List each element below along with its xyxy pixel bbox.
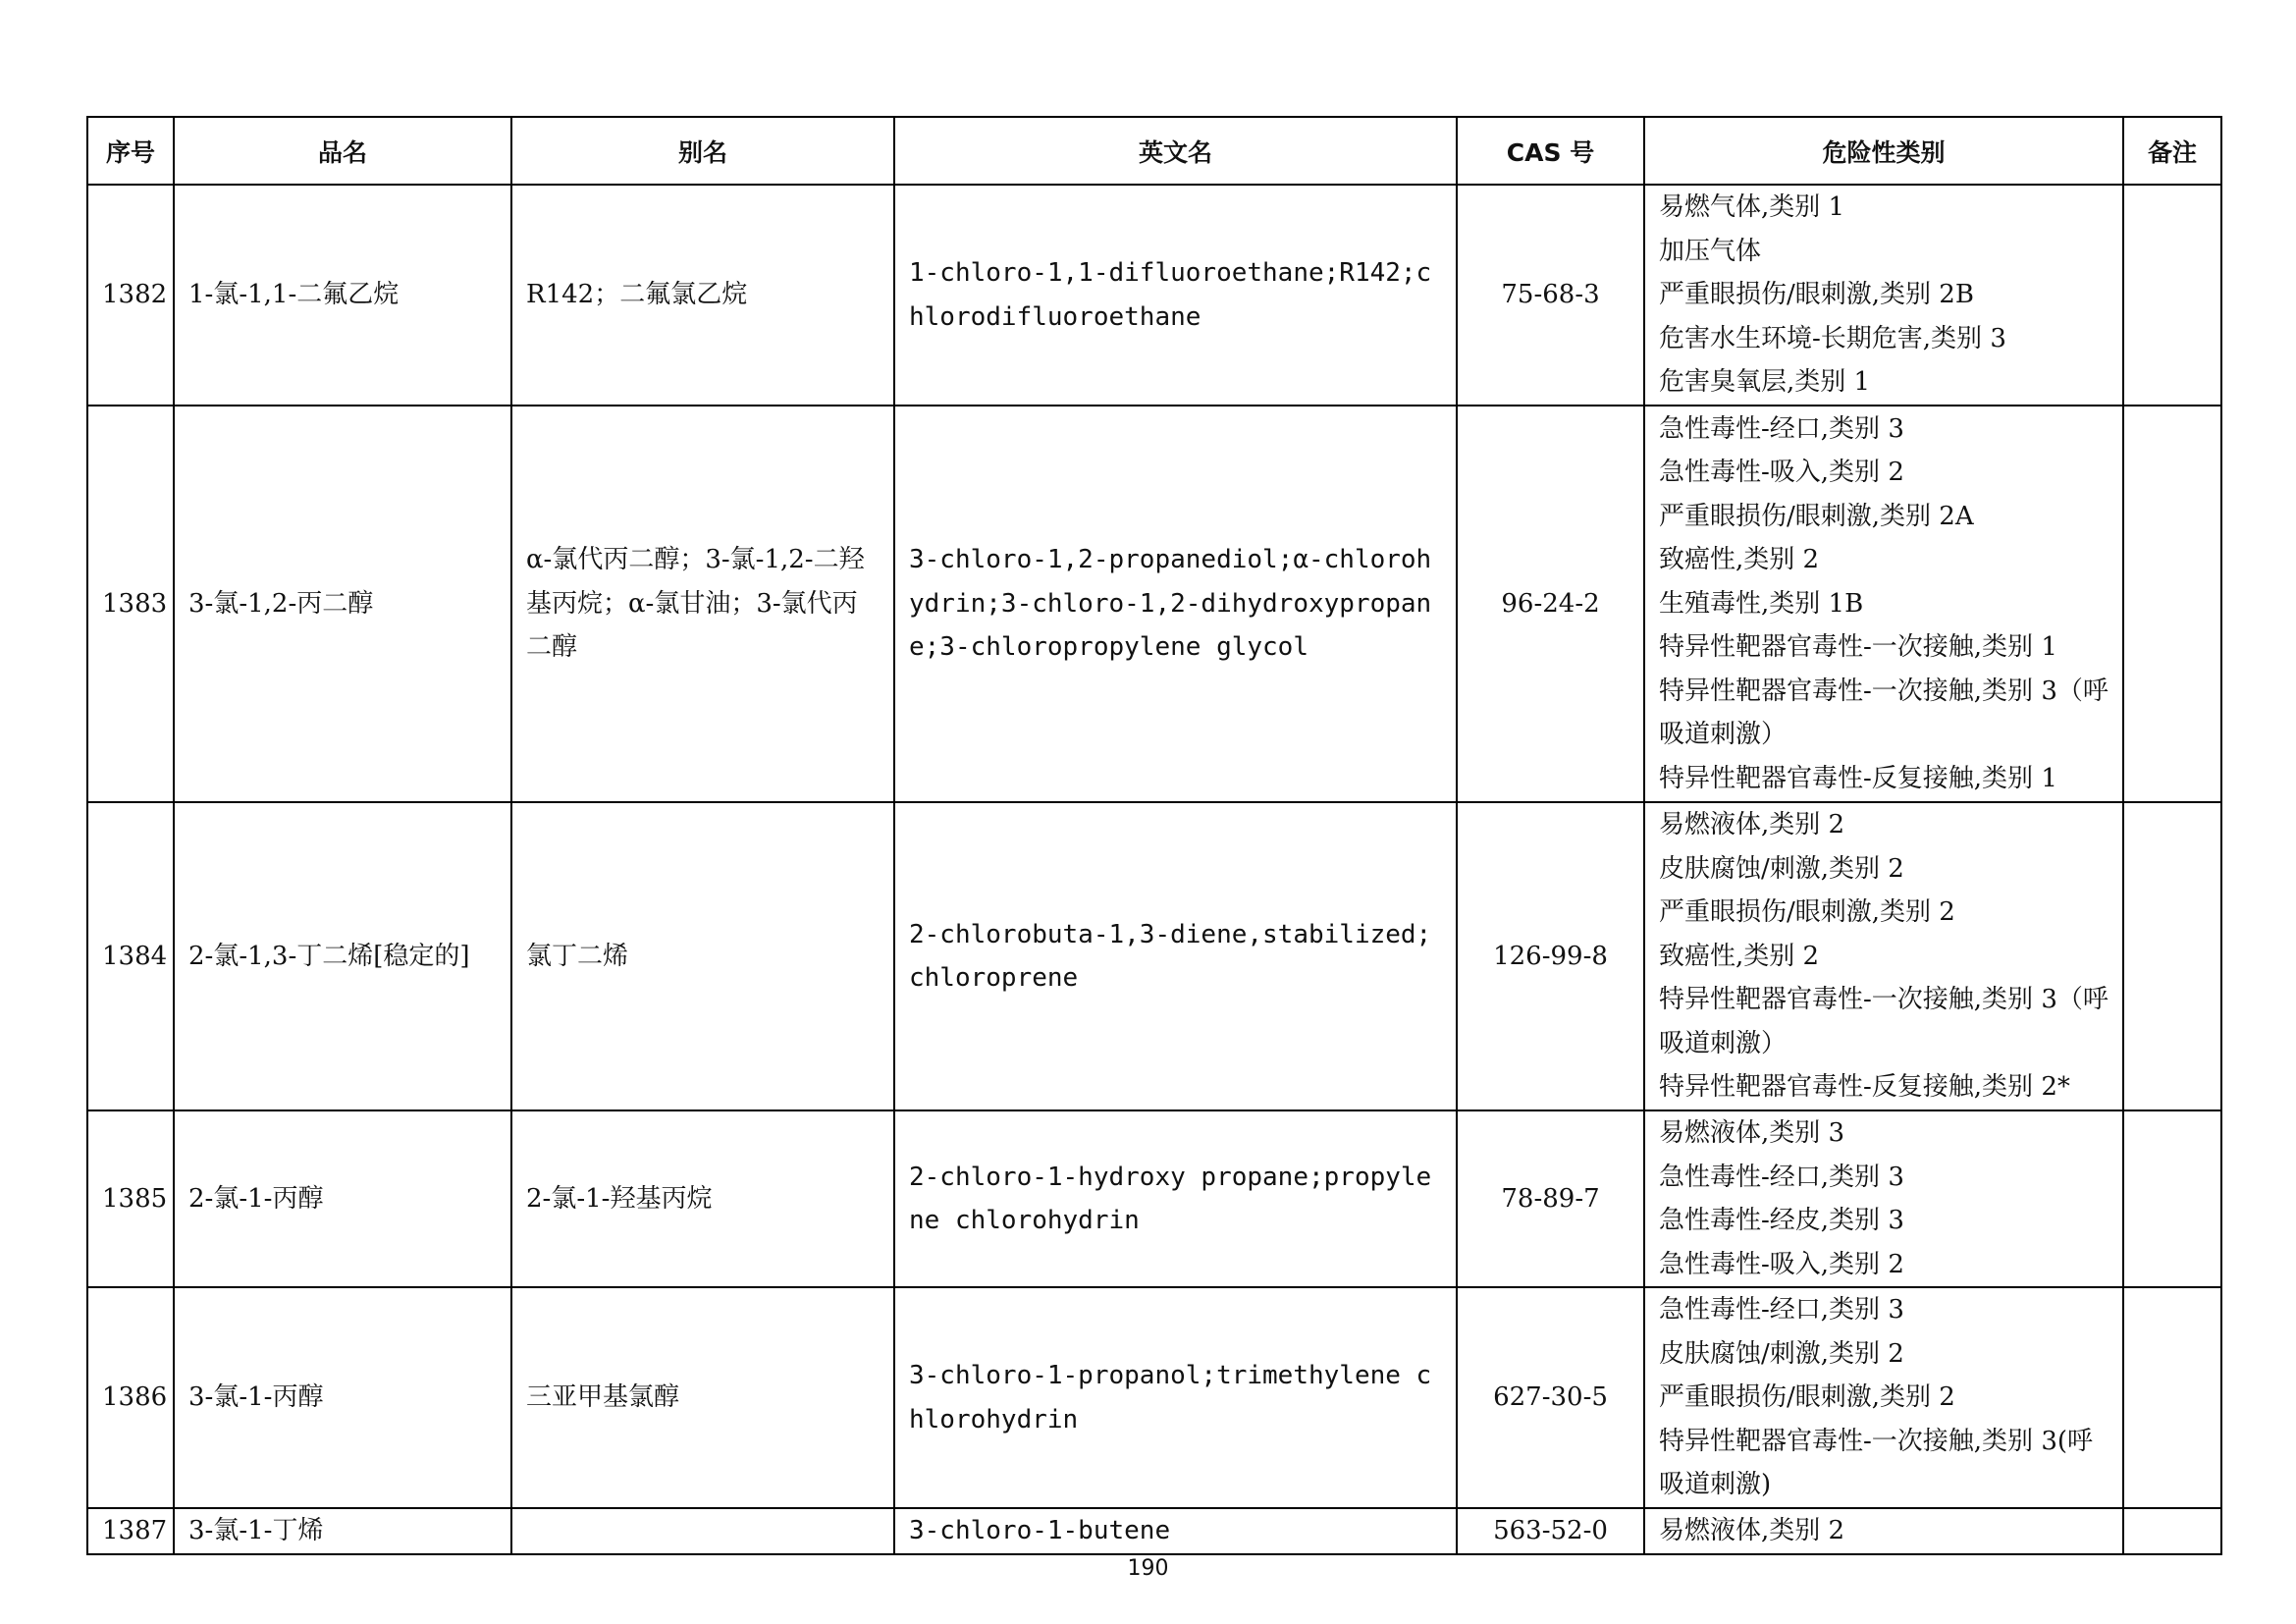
remarks-cell — [2123, 185, 2221, 406]
hazard-class-cell — [1644, 802, 2123, 1110]
hazard-class-cell — [1644, 1110, 2123, 1287]
hazard-line: 特异性靶器官毒性-一次接触,类别 1 — [1659, 632, 2057, 663]
product-name-cell: 2-氯-1-丙醇 — [174, 1110, 511, 1287]
alias-cell: 三亚甲基氯醇 — [511, 1287, 894, 1508]
cas-number-cell: 563-52-0 — [1457, 1508, 1644, 1554]
cas-number-cell: 126-99-8 — [1457, 802, 1644, 1110]
hazard-line: 特异性靶器官毒性-一次接触,类别 3（呼吸道刺激） — [1659, 676, 2109, 750]
header-product-name: 品名 — [174, 117, 511, 185]
cas-number-cell: 627-30-5 — [1457, 1287, 1644, 1508]
hazard-line: 特异性靶器官毒性-一次接触,类别 3（呼吸道刺激） — [1659, 985, 2109, 1058]
table-row — [87, 406, 2221, 802]
alias-cell: α-氯代丙二醇；3-氯-1,2-二羟基丙烷；α-氯甘油；3-氯代丙二醇 — [511, 406, 894, 802]
cas-number-cell: 96-24-2 — [1457, 406, 1644, 802]
hazard-line: 急性毒性-经口,类别 3 — [1659, 1295, 1904, 1326]
serial-no-cell: 1385 — [87, 1110, 174, 1287]
hazard-line: 易燃液体,类别 2 — [1659, 810, 1845, 840]
alias-cell: 2-氯-1-羟基丙烷 — [511, 1110, 894, 1287]
hazard-line: 危害臭氧层,类别 1 — [1659, 367, 1871, 398]
english-name-cell: 1-chloro-1,1-difluoroethane;R142;chlorodifluoroethane — [894, 185, 1457, 406]
header-row — [87, 117, 2221, 185]
product-name-cell: 2-氯-1,3-丁二烯[稳定的] — [174, 802, 511, 1110]
product-name-cell: 3-氯-1,2-丙二醇 — [174, 406, 511, 802]
page-number: 190 — [1127, 1556, 1169, 1581]
hazard-line: 特异性靶器官毒性-反复接触,类别 1 — [1659, 763, 2057, 793]
hazard-line: 急性毒性-经口,类别 3 — [1659, 413, 1904, 444]
hazard-line: 特异性靶器官毒性-一次接触,类别 3(呼吸道刺激) — [1659, 1426, 2094, 1500]
product-name-cell: 3-氯-1-丁烯 — [174, 1508, 511, 1554]
serial-no-cell: 1386 — [87, 1287, 174, 1508]
hazard-line: 危害水生环境-长期危害,类别 3 — [1659, 323, 2006, 353]
hazard-line: 急性毒性-吸入,类别 2 — [1659, 458, 1904, 488]
hazard-line: 严重眼损伤/眼刺激,类别 2 — [1659, 897, 1955, 928]
hazard-line: 生殖毒性,类别 1B — [1659, 588, 1864, 619]
hazard-line: 易燃液体,类别 2 — [1659, 1516, 1845, 1545]
header-cas-no: CAS 号 — [1457, 117, 1644, 185]
serial-no-cell: 1382 — [87, 185, 174, 406]
hazard-line: 严重眼损伤/眼刺激,类别 2 — [1659, 1382, 1955, 1413]
header-hazard-class: 危险性类别 — [1644, 117, 2123, 185]
table-row — [87, 1508, 2221, 1554]
hazard-line: 皮肤腐蚀/刺激,类别 2 — [1659, 853, 1904, 884]
hazard-class-cell — [1644, 185, 2123, 406]
hazard-line: 严重眼损伤/眼刺激,类别 2B — [1659, 280, 1974, 310]
english-name-cell: 3-chloro-1-propanol;trimethylene chlorohydrin — [894, 1287, 1457, 1508]
hazard-line: 急性毒性-经口,类别 3 — [1659, 1162, 1904, 1192]
hazard-line: 严重眼损伤/眼刺激,类别 2A — [1659, 501, 1974, 531]
hazard-line: 特异性靶器官毒性-反复接触,类别 2* — [1659, 1072, 2070, 1103]
serial-no-cell: 1387 — [87, 1508, 174, 1554]
table-row — [87, 1110, 2221, 1287]
hazard-line: 加压气体 — [1659, 236, 1762, 266]
hazard-line: 皮肤腐蚀/刺激,类别 2 — [1659, 1338, 1904, 1369]
alias-cell — [511, 1508, 894, 1554]
table-row — [87, 1287, 2221, 1508]
cas-number-cell: 78-89-7 — [1457, 1110, 1644, 1287]
english-name-cell: 2-chloro-1-hydroxy propane;propylene chlorohydrin — [894, 1110, 1457, 1287]
english-name-cell: 3-chloro-1,2-propanediol;α-chlorohydrin;3-chloro-1,2-dihydroxypropane;3-chloropropylene glycol — [894, 406, 1457, 802]
remarks-cell — [2123, 406, 2221, 802]
cas-number-cell: 75-68-3 — [1457, 185, 1644, 406]
remarks-cell — [2123, 802, 2221, 1110]
hazard-line: 致癌性,类别 2 — [1659, 941, 1820, 971]
alias-cell: R142；二氟氯乙烷 — [511, 185, 894, 406]
hazard-line: 易燃气体,类别 1 — [1659, 192, 1845, 223]
product-name-cell: 1-氯-1,1-二氟乙烷 — [174, 185, 511, 406]
hazard-class-cell — [1644, 406, 2123, 802]
header-remarks: 备注 — [2123, 117, 2221, 185]
product-name-cell: 3-氯-1-丙醇 — [174, 1287, 511, 1508]
hazard-class-cell — [1644, 1287, 2123, 1508]
remarks-cell — [2123, 1508, 2221, 1554]
hazard-line: 急性毒性-经皮,类别 3 — [1659, 1206, 1904, 1235]
hazard-line: 急性毒性-吸入,类别 2 — [1659, 1249, 1904, 1279]
english-name-cell: 2-chlorobuta-1,3-diene,stabilized;chloroprene — [894, 802, 1457, 1110]
alias-cell: 氯丁二烯 — [511, 802, 894, 1110]
table-row — [87, 185, 2221, 406]
chemical-catalog-table — [86, 116, 2222, 1555]
serial-no-cell: 1384 — [87, 802, 174, 1110]
header-serial-no: 序号 — [87, 117, 174, 185]
header-english-name: 英文名 — [894, 117, 1457, 185]
english-name-cell: 3-chloro-1-butene — [894, 1508, 1457, 1554]
hazard-line: 易燃液体,类别 3 — [1659, 1118, 1845, 1148]
header-alias: 别名 — [511, 117, 894, 185]
remarks-cell — [2123, 1110, 2221, 1287]
remarks-cell — [2123, 1287, 2221, 1508]
serial-no-cell: 1383 — [87, 406, 174, 802]
hazard-line: 致癌性,类别 2 — [1659, 545, 1820, 575]
table-row — [87, 802, 2221, 1110]
hazard-class-cell — [1644, 1508, 2123, 1554]
